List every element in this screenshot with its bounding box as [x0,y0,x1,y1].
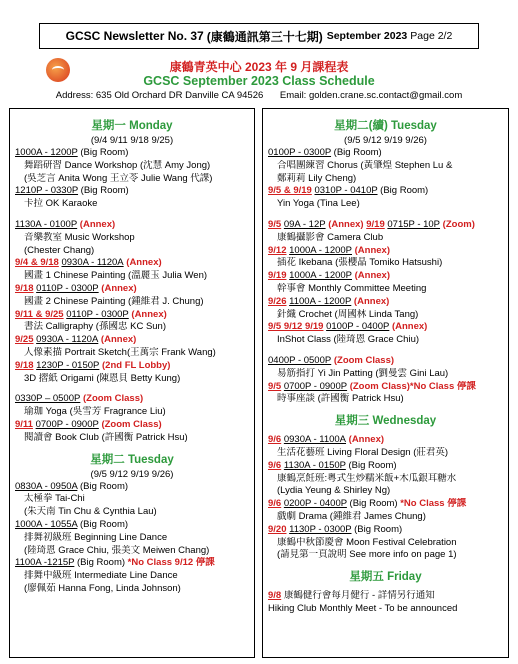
class-description: 插花 Ikebana (張櫻晶 Tomiko Hatsushi) [277,257,443,269]
class-time-row: 9/4 & 9/18 0930A - 1120A (Annex) [15,257,162,269]
class-description: 太極拳 Tai-Chi [24,493,85,505]
newsletter-header [39,23,479,49]
schedule-column-right [262,108,509,658]
class-time-row: 1210P - 0330P (Big Room) [15,185,129,197]
class-time-row: 9/18 0110P - 0300P (Annex) [15,282,137,294]
address-line [0,90,518,101]
class-description: 戲劇 Drama (鍾維君 James Chung) [277,510,426,522]
class-time-row: 9/6 1130A - 0150P (Big Room) [268,459,397,471]
class-time-row: 0100P - 0300P (Big Room) [268,147,382,158]
class-time-row: 9/6 0200P - 0400P (Big Room) *No Class 停課 [268,498,467,510]
day-heading-tuesday: 星期二 Tuesday [90,453,174,466]
class-time-row: 9/11 & 9/25 0110P - 0300P (Annex) [15,308,167,320]
tuesday-dates: (9/5 9/12 9/19 9/26) [90,468,174,480]
class-description: 針織 Crochet (周國林 Linda Tang) [277,308,419,320]
class-time-row: 9/25 0930A - 1120A (Annex) [15,334,137,346]
schedule-title-cn: 康鶴青英中心 2023 年 9 月課程表 [169,60,349,74]
class-time-row: 9/5 0700P - 0900P (Zoom Class)*No Class 停課 [268,380,476,392]
class-description: 易筋指打 Yi Jin Patting (劉曼雲 Gini Lau) [277,367,449,379]
class-description: 排舞初級班 Beginning Line Dance [24,531,168,543]
address: Address: 635 Old Orchard DR Danville CA 94526 [55,90,264,101]
class-description: 康鶴攝影會 Camera Club [277,231,384,243]
class-description: 國畫 2 Chinese Painting (鍾維君 J. Chung) [24,295,204,307]
class-time-row: 0830A - 0950A (Big Room) [15,480,129,492]
class-description: 瑜珈 Yoga (吳雪芳 Fragrance Liu) [24,406,166,418]
class-description: 書法 Calligraphy (孫國忠 KC Sun) [24,321,167,333]
class-time-row: 1000A - 1055A (Big Room) [15,518,129,530]
class-time-row: 1130A - 0100P (Annex) [15,218,116,230]
class-time-row: 9/20 1130P - 0300P (Big Room) [268,523,403,535]
class-time-row: 9/8 康鶴健行會每月健行 - 詳情另行通知 [268,590,435,602]
class-time-row: 9/19 1000A - 1200P (Annex) [268,270,390,282]
class-time-row: 0400P - 0500P (Zoom Class) [268,354,395,366]
class-description: 鄭莉莉 Lily Cheng) [277,172,357,184]
class-time-row: 0330P – 0500P (Zoom Class) [15,393,144,405]
tuesday-cont-dates: (9/5 9/12 9/19 9/26) [344,135,427,146]
class-description: (陸琦恩 Grace Chiu, 張美文 Meiwen Chang) [24,544,210,556]
class-description: (請見第一頁說明 See more info on page 1) [277,549,457,561]
class-description: 合唱團練習 Chorus (黃肇煌 Stephen Lu & [277,159,453,171]
class-description: Yin Yoga (Tina Lee) [277,198,360,210]
class-description: 人像素描 Portrait Sketch(王萬宗 Frank Wang) [24,346,216,358]
class-description: 生活花藝班 Living Floral Design (莊君英) [277,446,449,458]
class-description: 康鶴烹飪班:粵式生炒糯米飯+木瓜銀耳糖水 [277,472,457,484]
schedule-column-left [9,108,255,658]
day-heading-tuesday-cont: 星期二(續) Tuesday [334,120,437,132]
class-time-row: 9/26 1100A - 1200P (Annex) [268,295,390,307]
newsletter-number: GCSC Newsletter No. 37 [65,29,204,43]
class-description: 卡拉 OK Karaoke [24,198,98,210]
class-description: 時事座談 (許國衡 Patrick Hsu) [277,393,404,405]
class-description: Hiking Club Monthly Meet - To be announced [268,602,458,614]
monday-dates: (9/4 9/11 9/18 9/25) [90,135,174,146]
day-heading-friday: 星期五 Friday [349,571,422,584]
class-description: InShot Class (陸琦恩 Grace Chiu) [277,334,420,346]
class-time-row: 9/6 0930A - 1100A (Annex) [268,434,385,446]
class-time-row: 9/5 9/12 9/19 0100P - 0400P (Annex) [268,321,428,333]
class-time-row: 9/12 1000A - 1200P (Annex) [268,244,390,256]
newsletter-date: September 2023 [326,30,408,42]
newsletter-number-cn: (康鶴通訊第三十七期) [206,29,323,44]
class-description: 康鶴中秋節慶會 Moon Festival Celebration [277,536,457,548]
class-time-row: 9/11 0700P - 0900P (Zoom Class) [15,418,162,430]
class-description: 國畫 1 Chinese Painting (溫麗玉 Julia Wen) [24,270,208,282]
class-description: (廖佩茹 Hanna Fong, Linda Johnson) [24,582,181,594]
class-description: (Lydia Yeung & Shirley Ng) [277,485,391,497]
class-time-row: 9/5 & 9/19 0310P - 0410P (Big Room) [268,185,429,197]
day-heading-monday: 星期一 Monday [91,120,173,132]
class-time-row: 1000A - 1200P (Big Room) [15,147,129,158]
class-description: 舞蹈研習 Dance Workshop (沈慧 Amy Jong) [24,159,211,171]
class-description: 音樂教室 Music Workshop [24,231,135,243]
class-description: 幹事會 Monthly Committee Meeting [277,282,427,294]
email-link[interactable]: Email: golden.crane.sc.contact@gmail.com [279,90,463,101]
class-description: 排舞中級班 Intermediate Line Dance [24,570,178,582]
page-number: Page 2/2 [410,30,453,42]
class-description: (朱天南 Tin Chu & Cynthia Lau) [24,506,157,518]
class-description: (Chester Chang) [24,244,95,256]
day-heading-wednesday: 星期三 Wednesday [334,415,437,428]
class-time-row: 9/5 09A - 12P (Annex) 9/19 0715P - 10P (Zoom) [268,218,475,230]
class-description: 閱讀會 Book Club (許國衡 Patrick Hsu) [24,431,188,443]
class-time-row: 9/18 1230P - 0150P (2nd FL Lobby) [15,359,171,371]
class-time-row: 1100A -1215P (Big Room) *No Class 9/12 停課 [15,557,215,569]
class-description: (吳芝言 Anita Wong 王立苓 Julie Wang 代課) [24,172,213,184]
schedule-title-en: GCSC September 2023 Class Schedule [143,74,375,88]
class-description: 3D 摺紙 Origami (陳恩貝 Betty Kung) [24,372,181,384]
